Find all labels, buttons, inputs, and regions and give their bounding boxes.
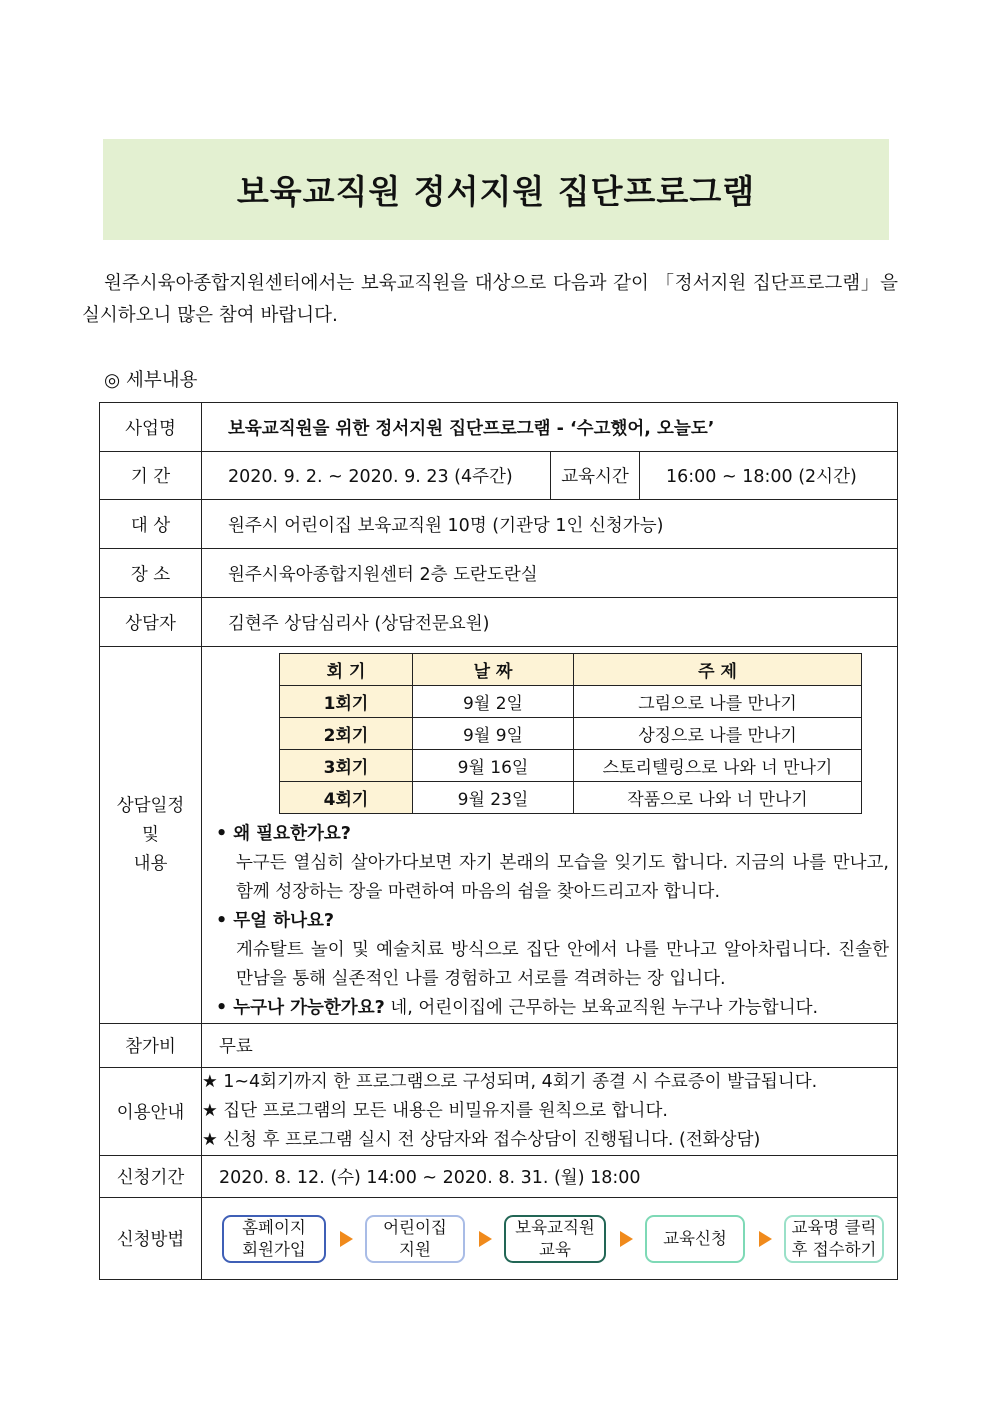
session-cell: 3회기 <box>280 750 413 782</box>
date-cell: 9월 9일 <box>413 718 574 750</box>
schedule-header-session: 회 기 <box>280 654 413 686</box>
fee-label: 참가비 <box>100 1024 202 1068</box>
arrow-right-icon <box>759 1231 772 1247</box>
step-line1: 보육교직원 <box>515 1217 595 1237</box>
intro-paragraph: 원주시육아종합지원센터에서는 보육교직원을 대상으로 다음과 같이 「정서지원 집단프로그램」을 실시하오니 많은 참여 바랍니다. <box>82 273 898 326</box>
schedule-label-line1: 상담일정 <box>116 795 185 816</box>
page-title: 보육교직원 정서지원 집단프로그램 <box>236 172 756 211</box>
counselor-label: 상담자 <box>100 598 202 647</box>
question-why: • 왜 필요한가요? <box>216 824 351 844</box>
date-cell: 9월 16일 <box>413 750 574 782</box>
schedule-label <box>100 647 202 1024</box>
note-item: ★ 신청 후 프로그램 실시 전 상담자와 접수상담이 진행됩니다. (전화상담) <box>202 1130 761 1150</box>
time-value: 16:00 ~ 18:00 (2시간) <box>640 452 898 500</box>
step-line2: 회원가입 <box>242 1239 306 1259</box>
step-line1: 교육명 클릭 <box>791 1217 877 1237</box>
time-label: 교육시간 <box>551 452 640 500</box>
topic-cell: 스토리텔링으로 나와 너 만나기 <box>574 750 862 782</box>
schedule-content <box>202 647 898 1024</box>
place-value: 원주시육아종합지원센터 2층 도란도란실 <box>202 549 898 598</box>
session-cell: 4회기 <box>280 782 413 814</box>
apply-method-content <box>202 1198 898 1280</box>
arrow-right-icon <box>340 1231 353 1247</box>
section-heading: ◎ 세부내용 <box>104 370 198 391</box>
apply-period-label: 신청기간 <box>100 1156 202 1198</box>
schedule-table <box>279 653 862 814</box>
date-cell: 9월 23일 <box>413 782 574 814</box>
step-click-register <box>784 1215 884 1263</box>
table-row <box>280 718 862 750</box>
guide-label: 이용안내 <box>100 1068 202 1156</box>
note-item: ★ 집단 프로그램의 모든 내용은 비밀유지를 원칙으로 합니다. <box>202 1101 668 1121</box>
answer-why: 누구든 열심히 살아가다보면 자기 본래의 모습을 잊기도 합니다. 지금의 나를 만나고, 함께 성장하는 장을 마련하여 마음의 쉼을 찾아드리고자 합니다. <box>236 853 889 902</box>
qa-section <box>202 814 897 1023</box>
topic-cell: 작품으로 나와 너 만나기 <box>574 782 862 814</box>
step-apply-education <box>645 1215 745 1263</box>
topic-cell: 그림으로 나를 만나기 <box>574 686 862 718</box>
arrow-right-icon <box>479 1231 492 1247</box>
place-label: 장 소 <box>100 549 202 598</box>
answer-who: 네, 어린이집에 근무하는 보육교직원 누구나 가능합니다. <box>384 998 819 1018</box>
step-signup <box>222 1215 326 1263</box>
counselor-value: 김현주 상담심리사 (상담전문요원) <box>202 598 898 647</box>
date-cell: 9월 2일 <box>413 686 574 718</box>
step-line1: 어린이집 <box>383 1217 447 1237</box>
step-daycare-support <box>365 1215 465 1263</box>
program-value: 보육교직원을 위한 정서지원 집단프로그램 - ‘수고했어, 오늘도’ <box>202 403 898 452</box>
step-line1: 홈페이지 <box>242 1217 306 1237</box>
schedule-label-line2: 및 <box>142 824 159 845</box>
title-banner <box>103 139 889 240</box>
table-row <box>280 686 862 718</box>
table-row <box>280 750 862 782</box>
answer-what: 게슈탈트 놀이 및 예술치료 방식으로 집단 안에서 나를 만나고 알아차립니다. 진솔한 만남을 통해 실존적인 나를 경험하고 서로를 격려하는 장 입니다. <box>236 940 889 989</box>
question-what: • 무얼 하나요? <box>216 911 335 931</box>
session-cell: 2회기 <box>280 718 413 750</box>
schedule-label-line3: 내용 <box>133 853 168 874</box>
target-value: 원주시 어린이집 보육교직원 10명 (기관당 1인 신청가능) <box>202 500 898 549</box>
program-label: 사업명 <box>100 403 202 452</box>
topic-cell: 상징으로 나를 만나기 <box>574 718 862 750</box>
schedule-header-topic: 주 제 <box>574 654 862 686</box>
step-line2: 후 접수하기 <box>791 1239 877 1259</box>
step-line2: 교육 <box>539 1239 571 1259</box>
table-row <box>280 782 862 814</box>
step-staff-education <box>504 1215 606 1263</box>
guide-notes <box>202 1068 898 1156</box>
schedule-header-date: 날 짜 <box>413 654 574 686</box>
note-item: ★ 1~4회기까지 한 프로그램으로 구성되며, 4회기 종결 시 수료증이 발급됩니다. <box>202 1072 818 1092</box>
apply-flow <box>202 1199 897 1279</box>
target-label: 대 상 <box>100 500 202 549</box>
fee-value: 무료 <box>202 1024 898 1068</box>
details-table <box>99 402 898 1280</box>
period-label: 기 간 <box>100 452 202 500</box>
session-cell: 1회기 <box>280 686 413 718</box>
arrow-right-icon <box>620 1231 633 1247</box>
apply-method-label: 신청방법 <box>100 1198 202 1280</box>
period-value: 2020. 9. 2. ~ 2020. 9. 23 (4주간) <box>202 452 551 500</box>
step-line2: 지원 <box>399 1239 431 1259</box>
apply-period-value: 2020. 8. 12. (수) 14:00 ~ 2020. 8. 31. (월) 18:00 <box>202 1156 898 1198</box>
question-who: • 누구나 가능한가요? <box>216 998 385 1018</box>
step-line1: 교육신청 <box>663 1228 727 1248</box>
